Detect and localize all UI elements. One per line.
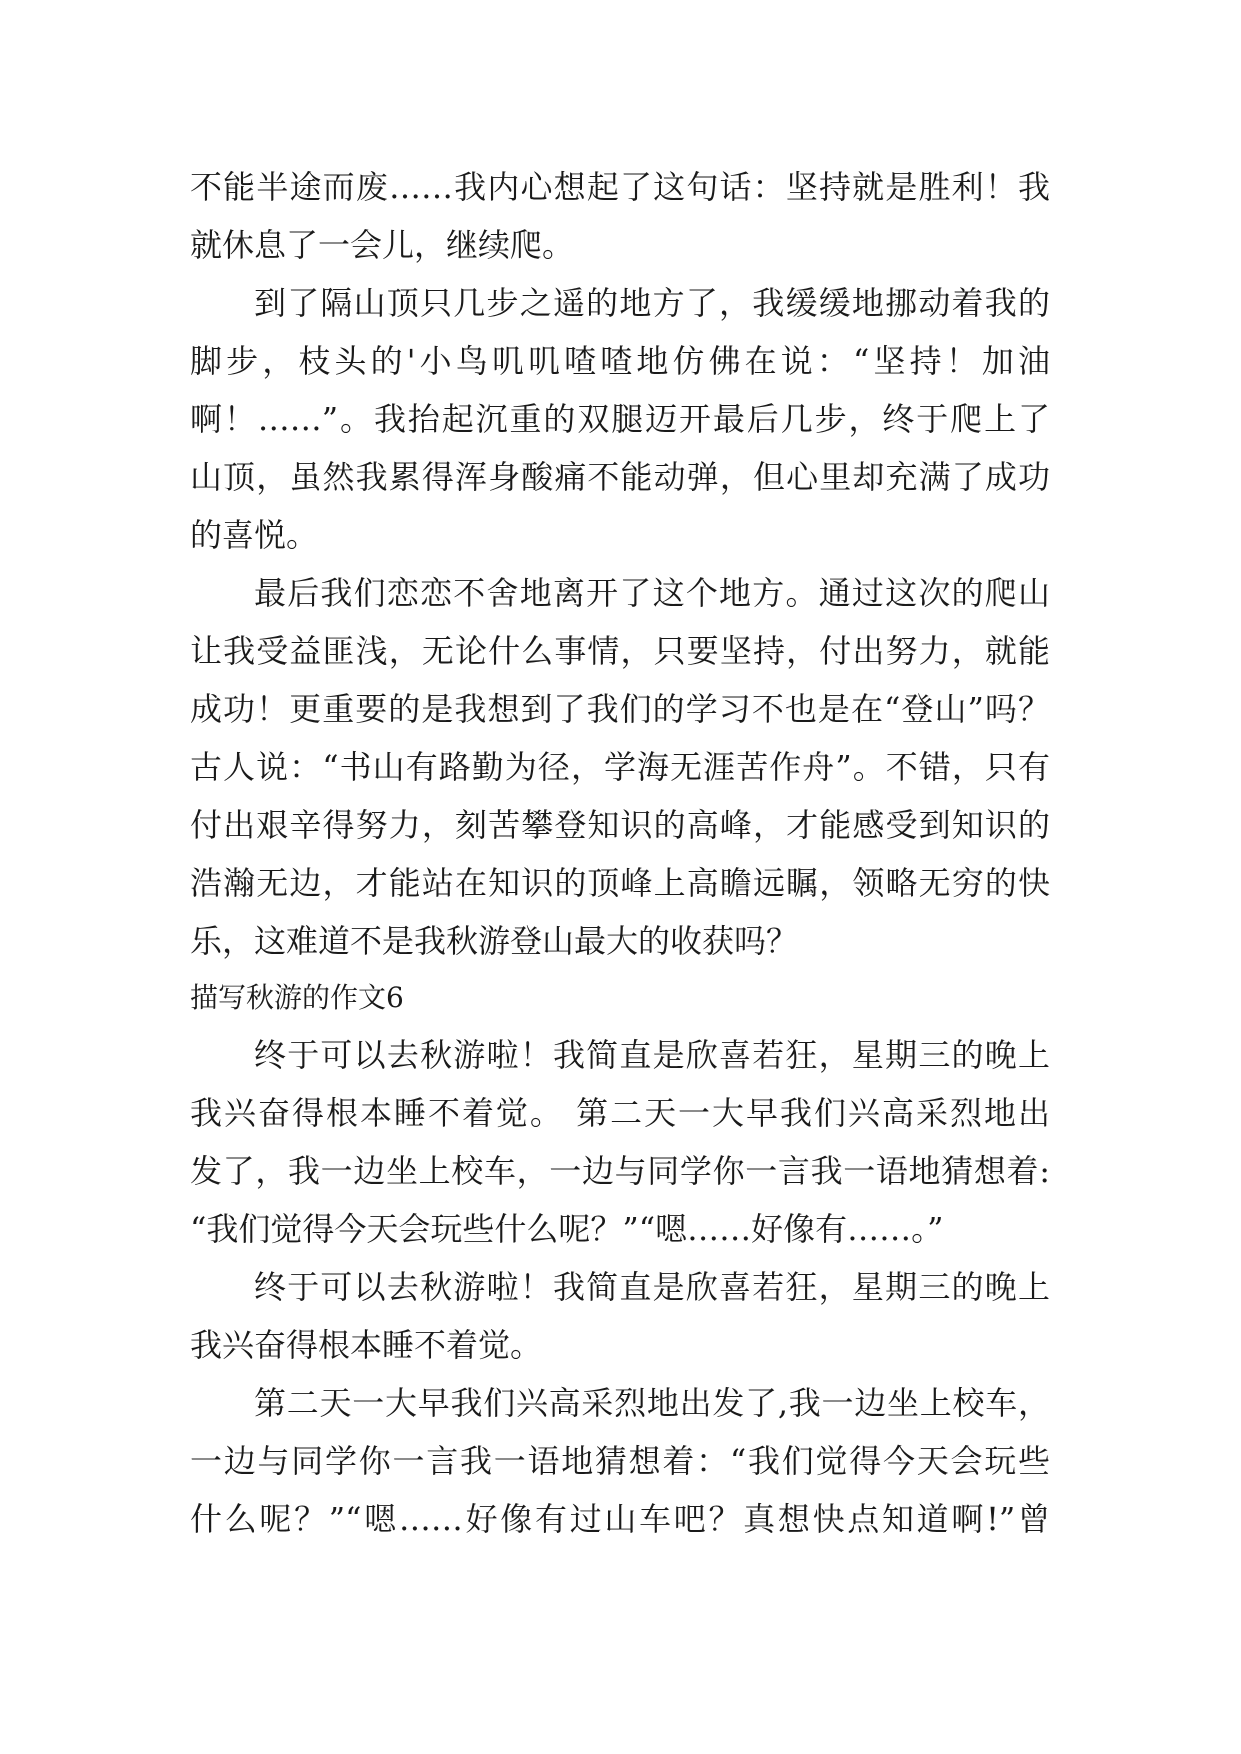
section-heading: 描写秋游的作文6 [190, 981, 404, 1014]
text-line: 让我受益匪浅，无论什么事情，只要坚持，付出努力，就能 [190, 632, 1050, 670]
paragraph-1 [190, 158, 1050, 274]
text-line: 一边与同学你一言我一语地猜想着：“我们觉得今天会玩些 [190, 1442, 1050, 1480]
text-line: 我兴奋得根本睡不着觉。 第二天一大早我们兴高采烈地出 [190, 1094, 1050, 1132]
text-line: 乐，这难道不是我秋游登山最大的收获吗？ [190, 922, 799, 960]
text-line: 什么呢？”“嗯……好像有过山车吧？真想快点知道啊!”曾 [190, 1500, 1050, 1538]
text-line: 古人说：“书山有路勤为径，学海无涯苦作舟”。不错，只有 [190, 748, 1050, 786]
text-line: 我兴奋得根本睡不着觉。 [190, 1326, 543, 1364]
text-line: 到了隔山顶只几步之遥的地方了，我缓缓地挪动着我的 [254, 284, 1050, 322]
paragraph-4 [190, 1026, 1050, 1258]
text-line: “我们觉得今天会玩些什么呢？”“嗯……好像有……。” [190, 1210, 944, 1248]
text-line: 脚步，枝头的'小鸟叽叽喳喳地仿佛在说：“坚持！加油 [190, 342, 1050, 380]
text-line: 山顶，虽然我累得浑身酸痛不能动弹，但心里却充满了成功 [190, 458, 1050, 496]
text-line: 最后我们恋恋不舍地离开了这个地方。通过这次的爬山 [254, 574, 1050, 612]
text-line: 浩瀚无边，才能站在知识的顶峰上高瞻远瞩，领略无穷的快 [190, 864, 1050, 902]
text-line: 成功！更重要的是我想到了我们的学习不也是在“登山”吗？ [190, 690, 1050, 728]
paragraph-5 [190, 1258, 1050, 1374]
text-line: 终于可以去秋游啦！我简直是欣喜若狂，星期三的晚上 [254, 1036, 1050, 1074]
text-line: 第二天一大早我们兴高采烈地出发了,我一边坐上校车， [254, 1384, 1050, 1422]
text-line: 发了，我一边坐上校车，一边与同学你一言我一语地猜想着: [190, 1152, 1050, 1190]
document-page [190, 158, 1050, 1548]
paragraph-2 [190, 274, 1050, 564]
paragraph-6 [190, 1374, 1050, 1548]
text-line: 不能半途而废……我内心想起了这句话：坚持就是胜利！我 [190, 168, 1050, 206]
text-line: 终于可以去秋游啦！我简直是欣喜若狂，星期三的晚上 [254, 1268, 1050, 1306]
text-line: 的喜悦。 [190, 516, 319, 554]
text-line: 啊！……”。我抬起沉重的双腿迈开最后几步，终于爬上了 [190, 400, 1050, 438]
text-line: 就休息了一会儿，继续爬。 [190, 226, 575, 264]
paragraph-3 [190, 564, 1050, 970]
text-line: 付出艰辛得努力，刻苦攀登知识的高峰，才能感受到知识的 [190, 806, 1050, 844]
